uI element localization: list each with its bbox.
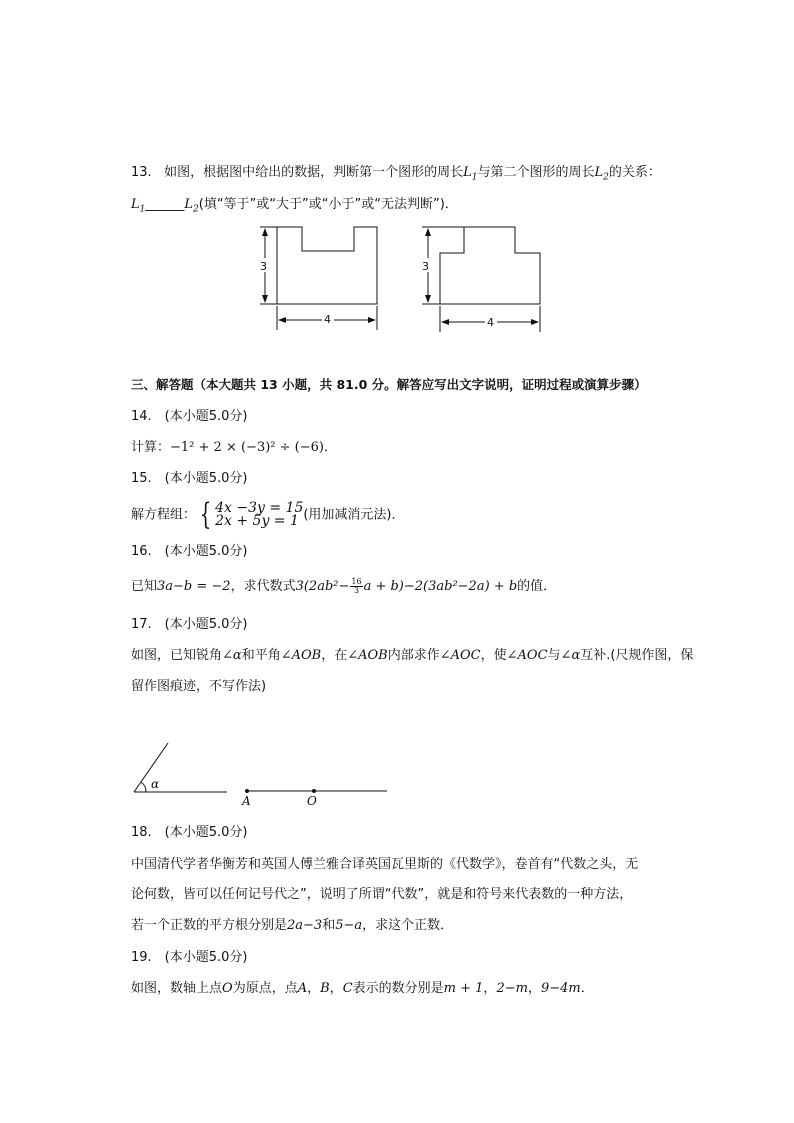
q15-equation-1: 4x −3y = 15 bbox=[215, 499, 304, 516]
q13-line2-L2: $L_2$ bbox=[184, 197, 199, 215]
q19-header: 19. (本小题5.0分) bbox=[131, 950, 248, 965]
q14-end: ． bbox=[323, 440, 337, 455]
q17-header: 17. (本小题5.0分) bbox=[131, 617, 248, 632]
left-brace-icon: { bbox=[199, 496, 212, 532]
q13-line2-L1: $L_1$ bbox=[131, 197, 146, 215]
q15-header: 15. (本小题5.0分) bbox=[131, 471, 248, 486]
q13-text-b: 与第二个图形的周长 bbox=[477, 165, 595, 180]
q19-line1: 如图，数轴上点O为原点，点A，B，C表示的数分别是m + 1，2−m，9−4m． bbox=[131, 981, 594, 996]
q13-L2: $L_2$ bbox=[594, 165, 609, 183]
q16-expr-a: 3(2ab²− bbox=[295, 579, 350, 594]
angle-alpha: ∠α bbox=[222, 648, 242, 663]
fig1-width-label: 4 bbox=[324, 313, 331, 326]
q19-point-b: B bbox=[320, 981, 330, 996]
q19-point-o: O bbox=[222, 981, 233, 996]
section-3-heading: 三、解答题（本大题共 13 小题，共 81.0 分。解答应写出文字说明，证明过程或演算步骤） bbox=[131, 377, 647, 392]
q13-number: 13. bbox=[131, 165, 152, 180]
q16-condition: 3a−b = −2 bbox=[157, 579, 231, 594]
fig2-height-label: 3 bbox=[422, 260, 429, 273]
angle-aoc: ∠AOC bbox=[439, 648, 481, 663]
q18-line1: 中国清代学者华衡芳和英国人傅兰雅合译英国瓦里斯的《代数学》，卷首有“代数之头，无 bbox=[131, 857, 639, 872]
q16-fraction: $\frac{16}{3}$ bbox=[351, 577, 362, 595]
q16-header: 16. (本小题5.0分) bbox=[131, 544, 248, 559]
fig2-width-label: 4 bbox=[487, 316, 494, 329]
q18-line3: 若一个正数的平方根分别是2a−3和5−a，求这个正数． bbox=[131, 918, 454, 933]
answer-blank[interactable]: ______ bbox=[145, 197, 185, 212]
q15-suffix: (用加减消元法)． bbox=[303, 507, 405, 523]
q13-line2-rest: (填“等于”或“大于”或“小于”或“无法判断”)． bbox=[198, 197, 458, 212]
q19-value-2: 2−m bbox=[496, 981, 528, 996]
q15-prefix: 解方程组： bbox=[131, 507, 197, 523]
point-a bbox=[245, 789, 249, 793]
q18-line2: 论何数，皆可以任何记号代之”，说明了所谓“代数”，就是和符号来代表数的一种方法， bbox=[131, 887, 633, 902]
q13-text-c: 的关系： bbox=[608, 165, 661, 180]
q14-header: 14. (本小题5.0分) bbox=[131, 409, 248, 424]
q19-value-1: m + 1 bbox=[443, 981, 484, 996]
angle-aob: ∠AOB bbox=[280, 648, 322, 663]
angle-arc bbox=[141, 782, 146, 792]
label-alpha: α bbox=[151, 777, 160, 791]
q16-prefix: 已知 bbox=[131, 579, 158, 594]
q16-suffix: 的值． bbox=[517, 579, 557, 594]
q15-equation-2: 2x + 5y = 1 bbox=[215, 512, 299, 529]
q14-expression: −1² + 2 × (−3)² ÷ (−6) bbox=[170, 440, 324, 455]
q19-point-c: C bbox=[342, 981, 353, 996]
q17-line1: 如图，已知锐角∠α和平角∠AOB，在∠AOB内部求作∠AOC，使∠AOC与∠α互补.(尺规作图，保 bbox=[131, 648, 694, 663]
q18-root-1: 2a−3 bbox=[287, 918, 323, 933]
label-o: O bbox=[307, 794, 317, 808]
q19-point-a: A bbox=[297, 981, 308, 996]
q18-header: 18. (本小题5.0分) bbox=[131, 825, 248, 840]
point-o bbox=[312, 789, 316, 793]
q13-text-a: 如图，根据图中给出的数据，判断第一个图形的周长 bbox=[164, 165, 464, 180]
q16-expr-b: a + b)−2(3ab²−2a) + b bbox=[363, 579, 518, 594]
q17-line2: 留作图痕迹，不写作法) bbox=[131, 679, 267, 694]
q16-mid: ，求代数式 bbox=[230, 579, 296, 594]
q18-root-2: 5−a bbox=[335, 918, 363, 933]
q19-value-3: 9−4m bbox=[540, 981, 581, 996]
fig1-height-label: 3 bbox=[260, 260, 267, 273]
label-a: A bbox=[242, 794, 251, 808]
q14-prefix: 计算： bbox=[131, 440, 171, 455]
q13-L1: $L_1$ bbox=[463, 165, 478, 183]
